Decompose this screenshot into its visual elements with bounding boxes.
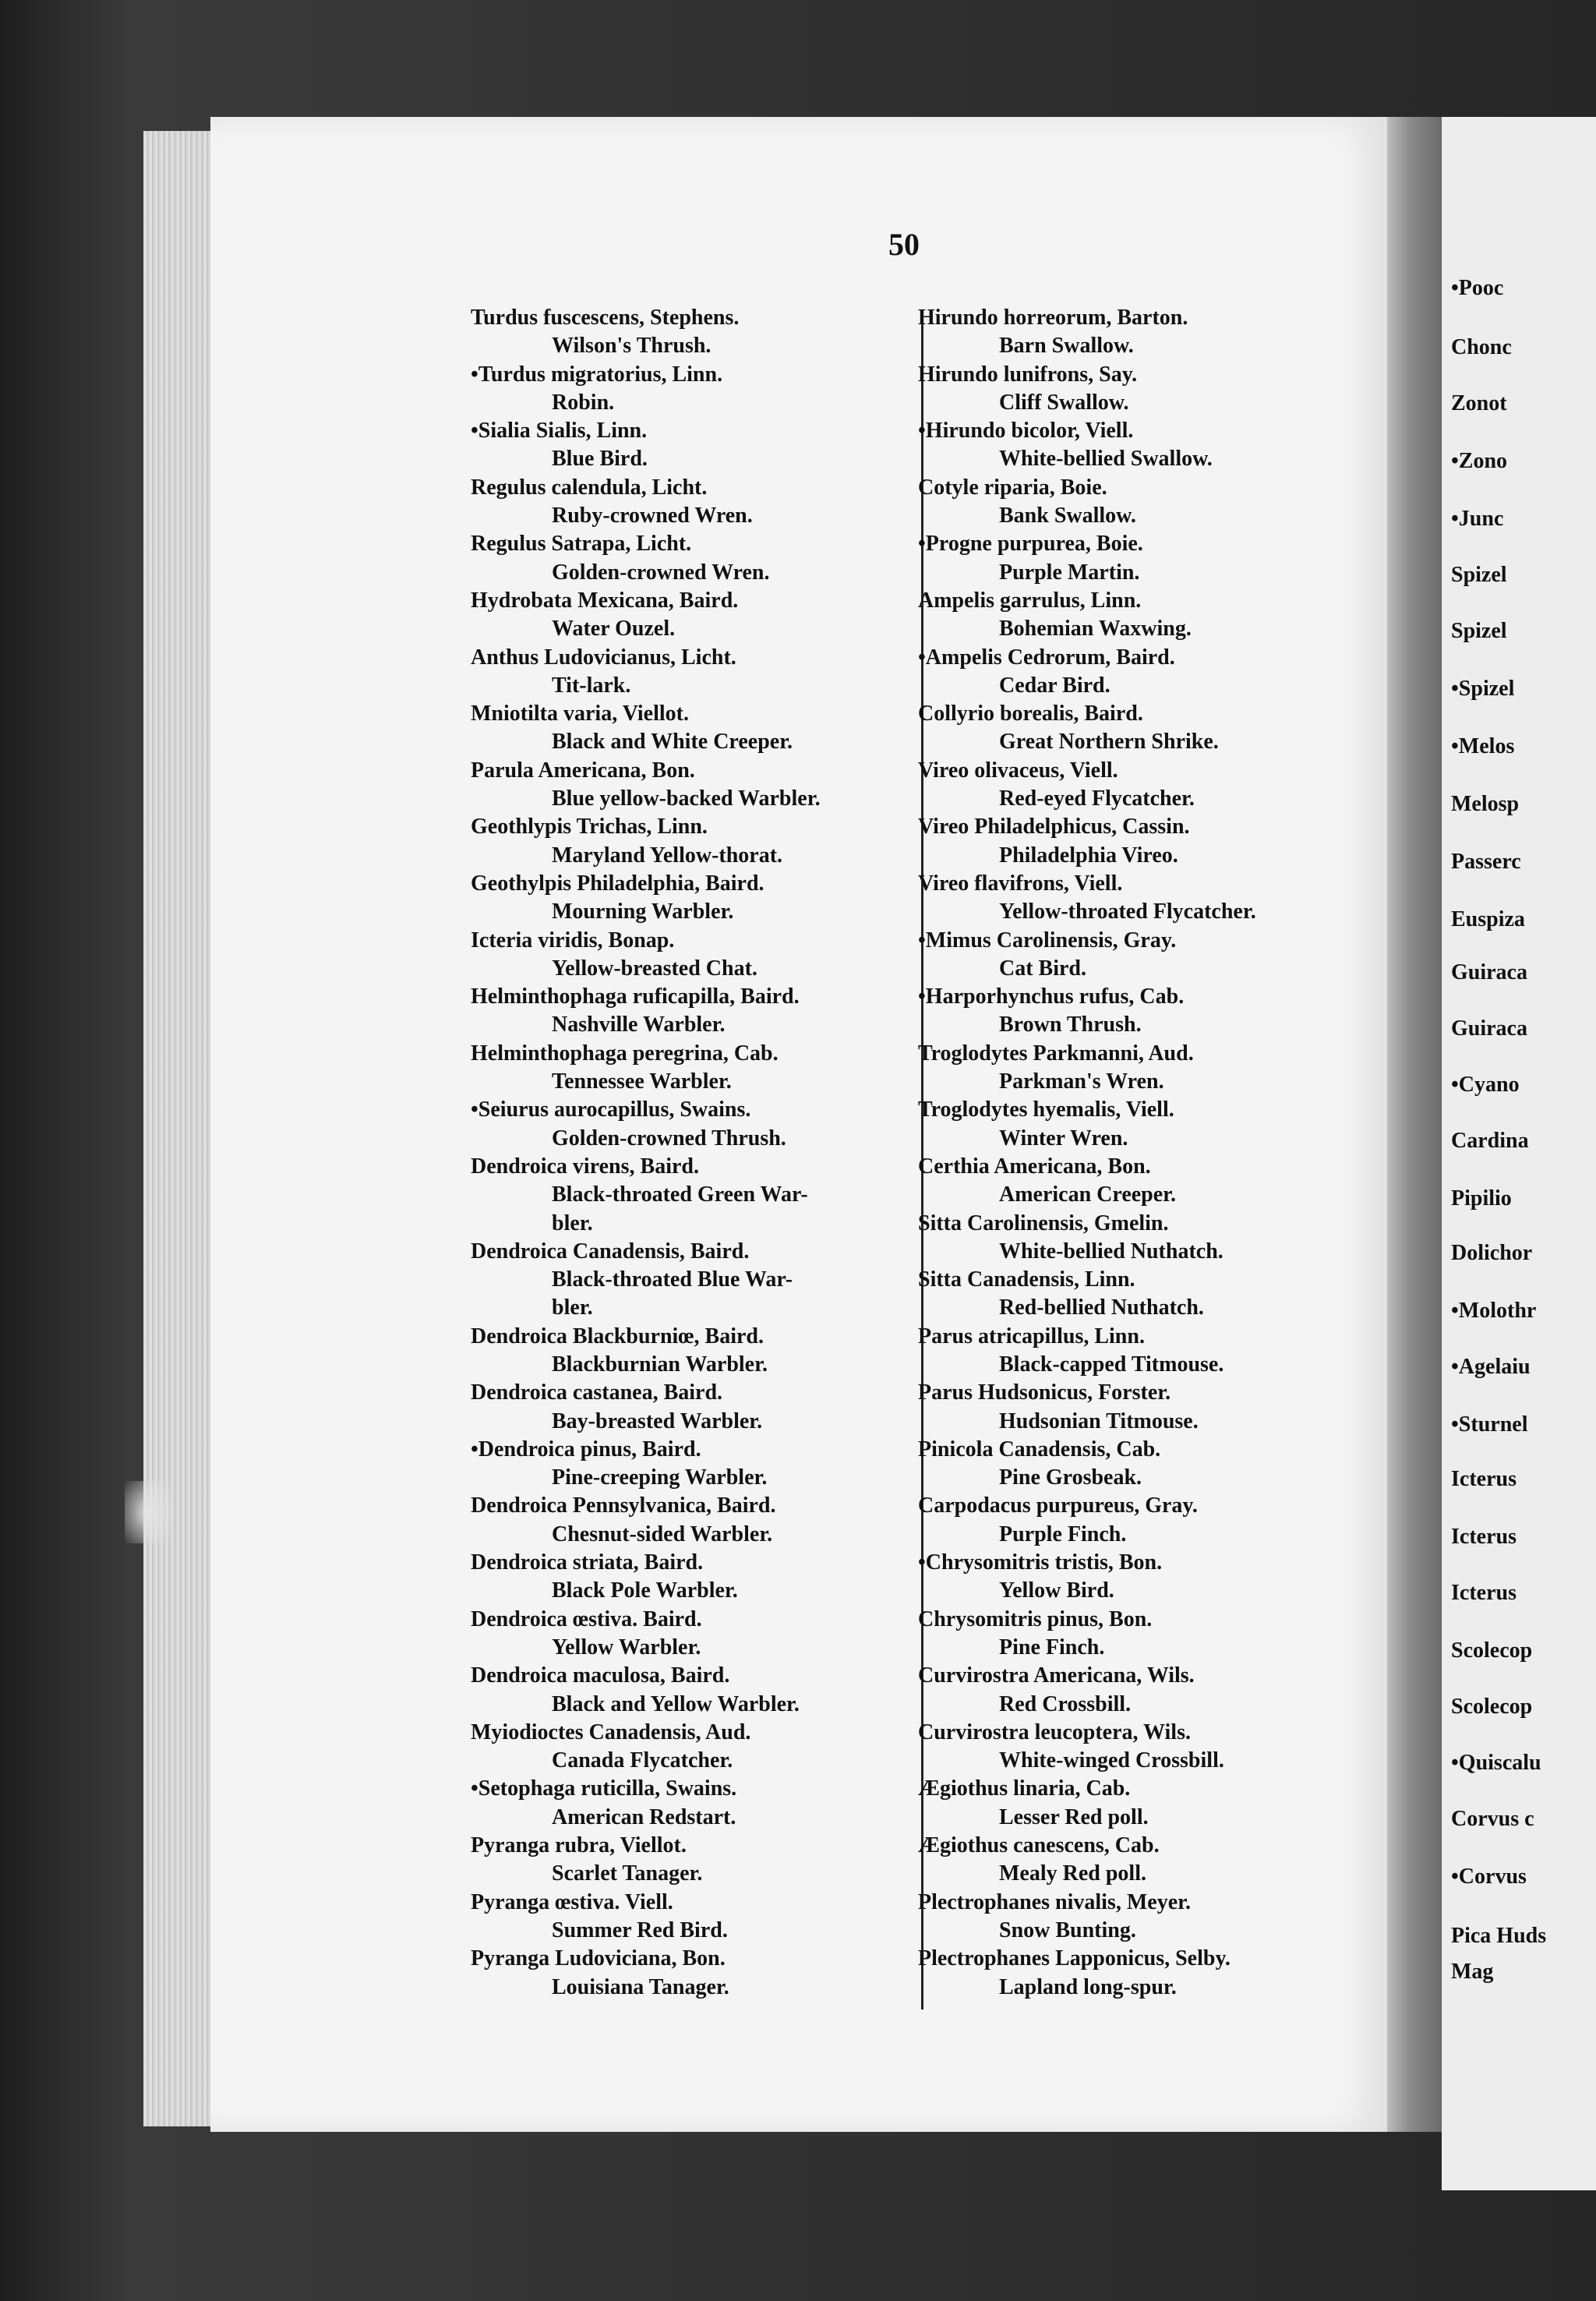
common-name: Black and White Creeper. [552,730,793,755]
species-entry [918,1662,1370,1719]
adjacent-page-line: •Sturnel [1451,1412,1528,1437]
adjacent-page-line: Dolichor [1451,1241,1533,1265]
common-name: Black Pole Warbler. [552,1578,738,1603]
scientific-name: Hydrobata Mexicana, Baird. [471,588,739,613]
adjacent-page-line: •Zono [1451,449,1508,473]
adjacent-page-line: •Spizel [1451,677,1515,701]
species-entry [471,1775,923,1832]
scientific-name: Curvirostra leucoptera, Wils. [918,1720,1191,1744]
species-entry [918,1945,1370,2002]
adjacent-page-line: Scolecop [1451,1695,1533,1719]
adjacent-page-line: •Cyano [1451,1073,1520,1097]
scientific-name: Dendroica castanea, Baird. [471,1380,723,1405]
scientific-name: •Harporhynchus rufus, Cab. [918,984,1185,1009]
species-entry [471,1889,923,1946]
scientific-name: Icteria viridis, Bonap. [471,928,675,953]
scientific-name: Vireo flavifrons, Viell. [918,871,1123,896]
scientific-name: •Seiurus aurocapillus, Swains. [471,1097,751,1122]
scientific-name: Carpodacus purpureus, Gray. [918,1493,1198,1518]
species-entry [918,927,1370,984]
species-entry [918,587,1370,644]
scientific-name: Troglodytes hyemalis, Viell. [918,1097,1174,1122]
common-name: Pine-creeping Warbler. [552,1465,768,1490]
species-entry [471,870,923,927]
species-entry [471,1945,923,2002]
scientific-name: Myiodioctes Canadensis, Aud. [471,1720,751,1744]
adjacent-page-line: Guiraca [1451,1016,1527,1041]
species-entry [918,1210,1370,1267]
scientific-name: •Ampelis Cedrorum, Baird. [918,645,1175,670]
common-name: Lapland long-spur. [999,1974,1177,1999]
species-entry [471,1096,923,1153]
common-name: Scarlet Tanager. [552,1861,703,1886]
species-entry [918,983,1370,1040]
species-entry [918,813,1370,870]
adjacent-page-line: Corvus c [1451,1807,1534,1831]
scientific-name: Ægiothus linaria, Cab. [918,1776,1131,1801]
book-gutter [1387,117,1442,2132]
common-name: Purple Finch. [999,1522,1127,1546]
species-entry [918,1549,1370,1606]
common-name: Nashville Warbler. [552,1013,726,1037]
adjacent-page-line: Chonc [1451,335,1512,359]
species-entry [918,1040,1370,1097]
common-name: bler. [552,1211,593,1235]
common-name: Cedar Bird. [999,673,1110,698]
common-name: Purple Martin. [999,560,1140,585]
species-entry [471,304,923,361]
species-entry [918,1775,1370,1832]
scientific-name: •Hirundo bicolor, Viell. [918,419,1134,444]
adjacent-page-line: •Quiscalu [1451,1751,1541,1775]
common-name: Cat Bird. [999,956,1086,981]
common-name: Blue Bird. [552,447,648,472]
scientific-name: •Dendroica pinus, Baird. [471,1437,701,1462]
adjacent-page-line: •Pooc [1451,276,1504,300]
common-name: Bohemian Waxwing. [999,617,1192,642]
scientific-name: Cotyle riparia, Boie. [918,475,1107,500]
scientific-name: Hirundo horreorum, Barton. [918,306,1188,330]
scientific-name: Geothlypis Trichas, Linn. [471,815,708,839]
species-entry [918,870,1370,927]
left-column [471,304,923,2002]
common-name: Red Crossbill. [999,1691,1132,1716]
scientific-name: Pyranga Ludoviciana, Bon. [471,1946,726,1971]
adjacent-page-line: •Junc [1451,507,1504,531]
species-entry [471,644,923,701]
scientific-name: •Setophaga ruticilla, Swains. [471,1776,737,1801]
species-entry [918,304,1370,361]
common-name: Black-throated Blue War- [552,1267,793,1292]
adjacent-page-line: Icterus [1451,1581,1517,1605]
scientific-name: Helminthophaga peregrina, Cab. [471,1041,779,1066]
common-name: Barn Swallow. [999,334,1134,359]
common-name: Black and Yellow Warbler. [552,1691,800,1716]
scientific-name: Pyranga rubra, Viellot. [471,1833,687,1858]
scientific-name: Vireo Philadelphicus, Cassin. [918,815,1190,839]
common-name: Blackburnian Warbler. [552,1352,768,1377]
common-name: Yellow-breasted Chat. [552,956,757,981]
scientific-name: Sitta Carolinensis, Gmelin. [918,1211,1169,1235]
species-entry [471,1549,923,1606]
common-name: American Creeper. [999,1182,1177,1207]
scientific-name: Parula Americana, Bon. [471,758,695,783]
adjacent-page-line: Scolecop [1451,1638,1533,1663]
common-name: Robin. [552,390,615,415]
scientific-name: Troglodytes Parkmanni, Aud. [918,1041,1194,1066]
species-entry [918,474,1370,531]
species-entry [471,1662,923,1719]
common-name: Winter Wren. [999,1126,1128,1150]
scientific-name: Mniotilta varia, Viellot. [471,702,689,726]
adjacent-page-line: Euspiza [1451,907,1525,931]
adjacent-page-line: Mag [1451,1960,1494,1984]
species-entry [918,1096,1370,1153]
species-entry [471,813,923,870]
right-column [918,304,1370,2002]
common-name: Water Ouzel. [552,617,676,642]
common-name: Mourning Warbler. [552,900,734,924]
scientific-name: Helminthophaga ruficapilla, Baird. [471,984,800,1009]
species-entry [471,587,923,644]
species-entry [918,1153,1370,1210]
species-entry [918,644,1370,701]
scientific-name: Dendroica virens, Baird. [471,1154,699,1179]
common-name: Canada Flycatcher. [552,1748,733,1773]
common-name: Bay-breasted Warbler. [552,1409,763,1433]
species-entry [471,1040,923,1097]
species-entry [918,417,1370,474]
common-name: Brown Thrush. [999,1013,1142,1037]
species-entry [918,1719,1370,1776]
common-name: Philadelphia Vireo. [999,843,1178,868]
common-name: Snow Bunting. [999,1917,1136,1942]
common-name: Summer Red Bird. [552,1917,728,1942]
scientific-name: •Mimus Carolinensis, Gray. [918,928,1177,953]
species-entry [471,983,923,1040]
scientific-name: Dendroica Canadensis, Baird. [471,1239,750,1264]
common-name: Blue yellow-backed Warbler. [552,786,821,811]
scientific-name: Anthus Ludovicianus, Licht. [471,645,736,670]
adjacent-page-line: Zonot [1451,391,1507,415]
common-name: Tennessee Warbler. [552,1069,732,1094]
common-name: Great Northern Shrike. [999,730,1219,755]
common-name: Bank Swallow. [999,504,1136,528]
scientific-name: Chrysomitris pinus, Bon. [918,1606,1153,1631]
common-name: Pine Grosbeak. [999,1465,1142,1490]
adjacent-page-line: Pica Huds [1451,1924,1547,1948]
scientific-name: •Sialia Sialis, Linn. [471,419,648,444]
common-name: Tit-lark. [552,673,631,698]
adjacent-page [1442,117,1596,2190]
scientific-name: Regulus calendula, Licht. [471,475,708,500]
species-entry [471,1153,923,1238]
common-name: Wilson's Thrush. [552,334,711,359]
common-name: Louisiana Tanager. [552,1974,729,1999]
adjacent-page-line: Melosp [1451,792,1520,816]
adjacent-page-line: •Corvus [1451,1864,1527,1889]
common-name: Golden-crowned Thrush. [552,1126,786,1150]
adjacent-page-line: •Molothr [1451,1299,1537,1323]
scientific-name: Regulus Satrapa, Licht. [471,532,692,557]
scientific-name: Parus atricapillus, Linn. [918,1324,1145,1348]
common-name: Cliff Swallow. [999,390,1129,415]
common-name: Mealy Red poll. [999,1861,1146,1886]
species-entry [918,700,1370,757]
scientific-name: Plectrophanes nivalis, Meyer. [918,1889,1191,1914]
scientific-name: Geothylpis Philadelphia, Baird. [471,871,764,896]
species-entry [471,417,923,474]
common-name: bler. [552,1295,593,1320]
adjacent-page-line: Icterus [1451,1525,1517,1549]
species-entry [918,1266,1370,1323]
species-entry [918,1492,1370,1549]
species-entry [471,1492,923,1549]
species-entry [918,1323,1370,1380]
scientific-name: Dendroica maculosa, Baird. [471,1663,730,1688]
common-name: Black-capped Titmouse. [999,1352,1224,1377]
species-entry [918,1606,1370,1663]
species-entry [471,1832,923,1889]
species-entry [471,700,923,757]
species-entry [471,1606,923,1663]
species-entry [471,1379,923,1436]
common-name: American Redstart. [552,1804,736,1829]
scientific-name: •Progne purpurea, Boie. [918,532,1143,557]
adjacent-page-line: Guiraca [1451,960,1527,984]
scientific-name: Turdus fuscescens, Stephens. [471,306,740,330]
common-name: Pine Finch. [999,1635,1105,1659]
page-number: 50 [888,227,920,262]
scientific-name: Hirundo lunifrons, Say. [918,362,1138,387]
scientific-name: Parus Hudsonicus, Forster. [918,1380,1171,1405]
scientific-name: Vireo olivaceus, Viell. [918,758,1118,783]
scientific-name: •Chrysomitris tristis, Bon. [918,1550,1163,1575]
species-entry [471,927,923,984]
adjacent-page-line: •Agelaiu [1451,1355,1531,1379]
species-entry [918,1889,1370,1946]
common-name: Golden-crowned Wren. [552,560,770,585]
species-entry [471,757,923,814]
common-name: Parkman's Wren. [999,1069,1164,1094]
adjacent-page-line: Icterus [1451,1467,1517,1491]
common-name: Red-eyed Flycatcher. [999,786,1195,811]
species-entry [918,530,1370,587]
common-name: Hudsonian Titmouse. [999,1409,1199,1433]
scientific-name: Sitta Canadensis, Linn. [918,1267,1135,1292]
scientific-name: Pyranga œstiva. Viell. [471,1889,673,1914]
scientific-name: Ampelis garrulus, Linn. [918,588,1142,613]
common-name: White-bellied Swallow. [999,447,1213,472]
common-name: Lesser Red poll. [999,1804,1149,1829]
scientific-name: Plectrophanes Lapponicus, Selby. [918,1946,1231,1971]
common-name: Maryland Yellow-thorat. [552,843,783,868]
species-entry [471,474,923,531]
adjacent-page-line: •Melos [1451,734,1515,758]
page-smudge [125,1481,171,1543]
common-name: Yellow Warbler. [552,1635,701,1659]
species-entry [471,1323,923,1380]
scientific-name: Dendroica Blackburniœ, Baird. [471,1324,764,1348]
species-entry [471,1238,923,1323]
adjacent-page-line: Passerc [1451,850,1521,874]
common-name: Ruby-crowned Wren. [552,504,753,528]
scientific-name: Pinicola Canadensis, Cab. [918,1437,1161,1462]
species-entry [471,1436,923,1493]
scientific-name: Dendroica striata, Baird. [471,1550,704,1575]
species-entry [471,530,923,587]
species-entry [918,1832,1370,1889]
scientific-name: •Turdus migratorius, Linn. [471,362,723,387]
species-entry [918,1379,1370,1436]
scientific-name: Curvirostra Americana, Wils. [918,1663,1195,1688]
adjacent-page-line: Spizel [1451,619,1507,643]
scientific-name: Dendroica Pennsylvanica, Baird. [471,1493,776,1518]
species-entry [918,1436,1370,1493]
species-entry [918,361,1370,418]
common-name: Red-bellied Nuthatch. [999,1295,1204,1320]
species-entry [918,757,1370,814]
common-name: Yellow Bird. [999,1578,1114,1603]
common-name: White-winged Crossbill. [999,1748,1224,1773]
scientific-name: Dendroica œstiva. Baird. [471,1606,702,1631]
scientific-name: Ægiothus canescens, Cab. [918,1833,1160,1858]
species-entry [471,1719,923,1776]
adjacent-page-line: Cardina [1451,1129,1529,1153]
common-name: Black-throated Green War- [552,1182,808,1207]
scientific-name: Collyrio borealis, Baird. [918,702,1143,726]
common-name: White-bellied Nuthatch. [999,1239,1223,1264]
common-name: Chesnut-sided Warbler. [552,1522,773,1546]
adjacent-page-line: Pipilio [1451,1186,1512,1211]
common-name: Yellow-throated Flycatcher. [999,900,1256,924]
species-entry [471,361,923,418]
scientific-name: Certhia Americana, Bon. [918,1154,1151,1179]
adjacent-page-line: Spizel [1451,563,1507,587]
